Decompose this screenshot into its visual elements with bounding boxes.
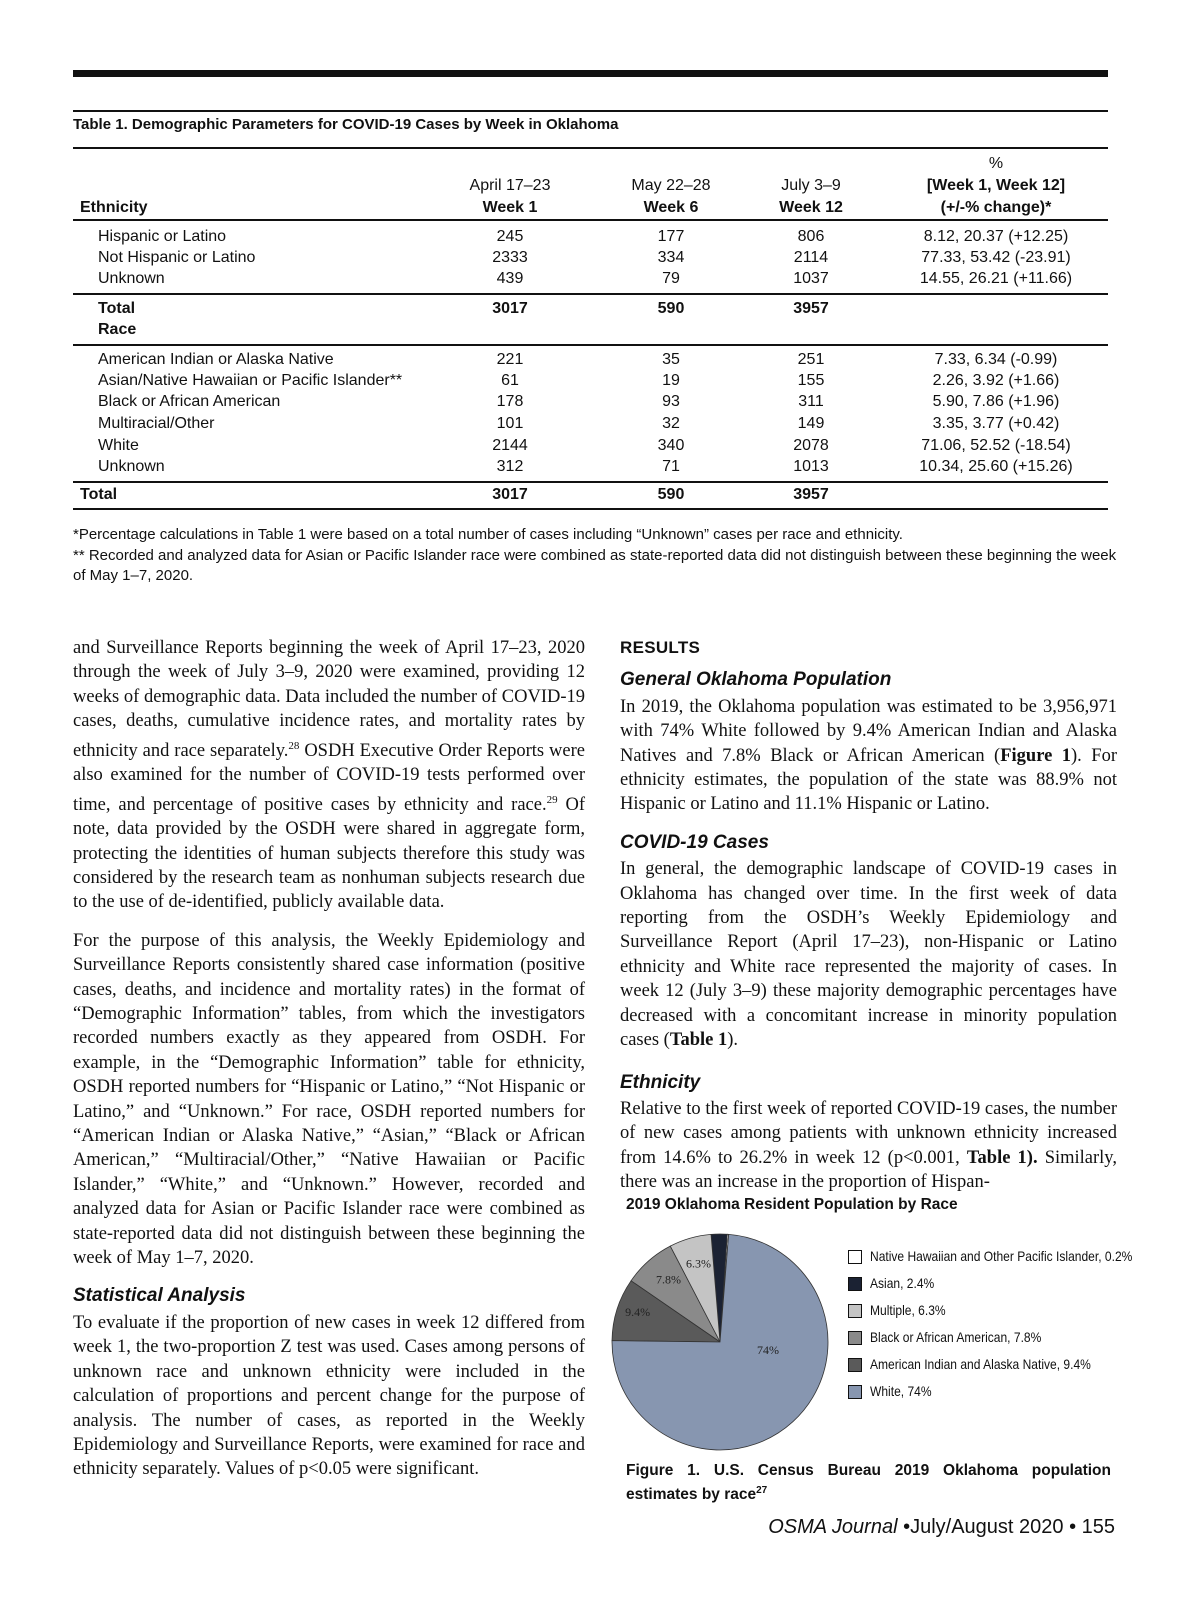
heading-results: RESULTS	[620, 638, 701, 657]
header-pct-line1: %	[988, 155, 1004, 172]
table-row-label: White	[98, 437, 139, 454]
legend-swatch	[848, 1277, 862, 1291]
table-cell: 1037	[793, 270, 829, 287]
race-heading: Race	[98, 321, 137, 338]
legend-entry: Native Hawaiian and Other Pacific Islander, 0.2%	[870, 1248, 1133, 1264]
header-week6-label: Week 6	[643, 199, 699, 216]
legend-swatch	[848, 1250, 862, 1264]
journal-name: OSMA Journal	[768, 1516, 898, 1538]
table-row-label: Multiracial/Other	[98, 415, 215, 432]
figure-ref: Figure 1	[1000, 745, 1072, 766]
citation-27: 27	[756, 1485, 768, 1496]
table-cell: 3017	[492, 300, 528, 317]
legend-swatch	[848, 1385, 862, 1399]
table-cell: 71	[662, 458, 680, 475]
table-cell: 590	[657, 486, 685, 503]
pie-slice-label: 6.3%	[685, 1256, 711, 1271]
table-footnote-2: ** Recorded and analyzed data for Asian or Pacific Islander race were combined as state-reported data did not distinguish between these beginning the week of May 1–7, 2020.	[73, 547, 1117, 584]
table-cell: 177	[657, 228, 685, 245]
header-week12-date: July 3–9	[781, 177, 841, 194]
legend-entry: Multiple, 6.3%	[870, 1302, 946, 1318]
table-cell: 93	[662, 393, 680, 410]
table-cell: 10.34, 25.60 (+15.26)	[919, 458, 1073, 475]
table-ref: Table 1).	[966, 1147, 1038, 1168]
table-rule-header	[73, 219, 1108, 221]
table-cell: 221	[496, 351, 524, 368]
body-paragraph: Relative to the first week of reported COVID-19 cases, the number of new cases among patients with unknown ethnicity increased from 14.6% to 26.2% in week 12 (p<0.001, Table 1). Similarly, there was an increase in the proportion of Hispan-	[620, 1098, 1117, 1193]
heading-covid-cases: COVID-19 Cases	[620, 831, 769, 853]
table-cell: 251	[797, 351, 825, 368]
table-cell: 101	[496, 415, 524, 432]
table-cell: 149	[797, 415, 825, 432]
table-cell: 7.33, 6.34 (-0.99)	[934, 351, 1058, 368]
header-pct-line3: (+/-% change)*	[940, 199, 1052, 216]
header-week6-date: May 22–28	[631, 177, 711, 194]
pie-chart	[600, 1225, 840, 1455]
table-cell: 2078	[793, 437, 829, 454]
table-cell: 3957	[793, 300, 829, 317]
table-cell: 590	[657, 300, 685, 317]
table-cell: 32	[662, 415, 680, 432]
citation-29: 29	[546, 793, 558, 806]
left-column	[73, 636, 585, 1496]
right-column	[620, 636, 1117, 1209]
table-rule-title	[73, 147, 1108, 149]
heading-general-population: General Oklahoma Population	[620, 669, 892, 691]
legend-entry: Asian, 2.4%	[870, 1275, 935, 1291]
table-row-label: Hispanic or Latino	[98, 228, 227, 245]
table-row-label: American Indian or Alaska Native	[98, 351, 334, 368]
table-title: Table 1. Demographic Parameters for COVID-19 Cases by Week in Oklahoma	[73, 116, 619, 133]
table-ref: Table 1	[669, 1030, 728, 1051]
pie-slice-label: 74%	[757, 1343, 779, 1357]
table-cell: 245	[496, 228, 524, 245]
table-row-label: Asian/Native Hawaiian or Pacific Islander**	[98, 372, 403, 389]
race-total-label: Total	[80, 486, 118, 503]
header-week12-label: Week 12	[779, 199, 843, 216]
table-cell: 311	[798, 393, 824, 410]
heading-statistical-analysis: Statistical Analysis	[73, 1285, 246, 1307]
pie-slice-label: 9.4%	[625, 1304, 651, 1319]
body-paragraph: To evaluate if the proportion of new cases in week 12 differed from week 1, the two-proportion Z test was used. Cases among persons of unknown race and unknown ethnicity were included in the calculation of proportions and percent change for the purpose of analysis. The number of cases, as reported in the Weekly Epidemiology and Surveillance Reports, were examined for race and ethnicity separately. Values of p<0.05 were significant.	[73, 1312, 585, 1480]
table-rule-eth-total	[73, 293, 1108, 295]
table-row-label: Black or African American	[98, 393, 281, 410]
table-cell: 334	[657, 249, 685, 266]
legend-swatch	[848, 1304, 862, 1318]
legend-swatch	[848, 1358, 862, 1372]
table-cell: 61	[501, 372, 519, 389]
header-week1-date: April 17–23	[469, 177, 551, 194]
table-cell: 14.55, 26.21 (+11.66)	[919, 270, 1073, 287]
table-cell: 71.06, 52.52 (-18.54)	[921, 437, 1071, 454]
table-cell: 312	[496, 458, 524, 475]
table-cell: 2114	[793, 249, 829, 266]
table-cell: 5.90, 7.86 (+1.96)	[932, 393, 1060, 410]
figure-title: 2019 Oklahoma Resident Population by Race	[626, 1196, 958, 1213]
table-cell: 2144	[492, 437, 528, 454]
table-row-label: Not Hispanic or Latino	[98, 249, 256, 266]
table-cell: 340	[657, 437, 685, 454]
table-footnote-1: *Percentage calculations in Table 1 were based on a total number of cases including “Unknown” cases per race and ethnicity.	[73, 526, 903, 543]
heading-ethnicity: Ethnicity	[620, 1071, 701, 1093]
body-paragraph: In 2019, the Oklahoma population was estimated to be 3,956,971 with 74% White followed by 9.4% American Indian and Alaska Natives and 7.8% Black or African American (Figure 1). For ethnicity estimates, the population of the state was 88.9% not Hispanic or Latino and 11.1% Hispanic or Latino.	[620, 696, 1117, 815]
pie-slice-label: 7.8%	[656, 1272, 682, 1287]
table-row-label: Unknown	[98, 270, 165, 287]
citation-28: 28	[288, 739, 300, 752]
table-cell: 2333	[492, 249, 528, 266]
legend-entry: Black or African American, 7.8%	[870, 1329, 1042, 1345]
table-cell: 155	[797, 372, 825, 389]
table-cell: 3.35, 3.77 (+0.42)	[932, 415, 1060, 432]
table-cell: 2.26, 3.92 (+1.66)	[932, 372, 1060, 389]
legend-swatch	[848, 1331, 862, 1345]
table-cell: 3017	[492, 486, 528, 503]
table-cell: 178	[496, 393, 524, 410]
table-rule-race	[73, 344, 1108, 346]
table-cell: 35	[662, 351, 680, 368]
legend-entry: American Indian and Alaska Native, 9.4%	[870, 1356, 1091, 1372]
table-cell: 439	[496, 270, 524, 287]
table-row-label: Unknown	[98, 458, 165, 475]
ethnicity-total-label: Total	[98, 300, 136, 317]
top-rule	[73, 70, 1108, 77]
page-footer	[768, 1516, 1115, 1539]
body-paragraph: In general, the demographic landscape of COVID-19 cases in Oklahoma has changed over time. In the first week of data reporting from the OSDH’s Weekly Epidemiology and Surveillance Report (April 17–23), non-Hispanic or Latino ethnicity and White race represented the majority of cases. In week 12 (July 3–9) these majority demographic percentages have decreased with a concomitant increase in minority population cases (Table 1).	[620, 859, 1117, 1051]
table-rule-top	[73, 110, 1108, 112]
table-cell: 3957	[793, 486, 829, 503]
header-pct-line2: [Week 1, Week 12]	[926, 177, 1066, 194]
figure-caption: Figure 1. U.S. Census Bureau 2019 Oklahoma population estimates by race$^{27}$	[626, 1462, 1111, 1504]
body-paragraph: and Surveillance Reports beginning the week of April 17–23, 2020 through the week of July 3–9, 2020 were examined, providing 12 weeks of demographic data. Data included the number of COVID-19 cases, deaths, cumulative incidence rates, and mortality rates by ethnicity and race separately.$^{28}$ OSDH Executive Order Reports were also examined for the number of COVID-19 tests performed over time, and percentage of positive cases by ethnicity and race.$^{29}$ Of note, data provided by the OSDH were shared in aggregate form, protecting the identities of human subjects therefore this study was considered by the research team as nonhuman subjects research due to the use of de-identified, publicly available data.	[73, 638, 585, 913]
table-cell: 1013	[793, 458, 829, 475]
header-ethnicity: Ethnicity	[80, 199, 148, 216]
legend-entry: White, 74%	[870, 1383, 932, 1399]
table-cell: 79	[662, 270, 680, 287]
body-paragraph: For the purpose of this analysis, the Weekly Epidemiology and Surveillance Reports consistently shared case information (positive cases, deaths, and incidence and mortality rates) in the format of “Demographic Information” tables, from which the investigators recorded numbers exactly as they appeared from OSDH. For example, in the “Demographic Information” table for ethnicity, OSDH reported numbers for “Hispanic or Latino,” “Not Hispanic or Latino,” and “Unknown.” For race, OSDH reported numbers for “American Indian or Alaska Native,” “Asian,” “Black or African American,” “Multiracial/Other,” “Native Hawaiian or Pacific Islander,” “White,” and “Unknown.” However, recorded and analyzed data for Asian or Pacific Islander race were combined as state-reported data did not distinguish between these beginning the week of May 1–7, 2020.	[73, 930, 585, 1269]
table-rule-bottom	[73, 508, 1108, 510]
table-cell: 19	[662, 372, 680, 389]
table-cell: 806	[797, 228, 825, 245]
header-week1-label: Week 1	[482, 199, 538, 216]
table-cell: 77.33, 53.42 (-23.91)	[921, 249, 1071, 266]
table-cell: 8.12, 20.37 (+12.25)	[923, 228, 1069, 245]
table-rule-race-total	[73, 481, 1108, 483]
issue-page: •July/August 2020 • 155	[897, 1516, 1115, 1538]
